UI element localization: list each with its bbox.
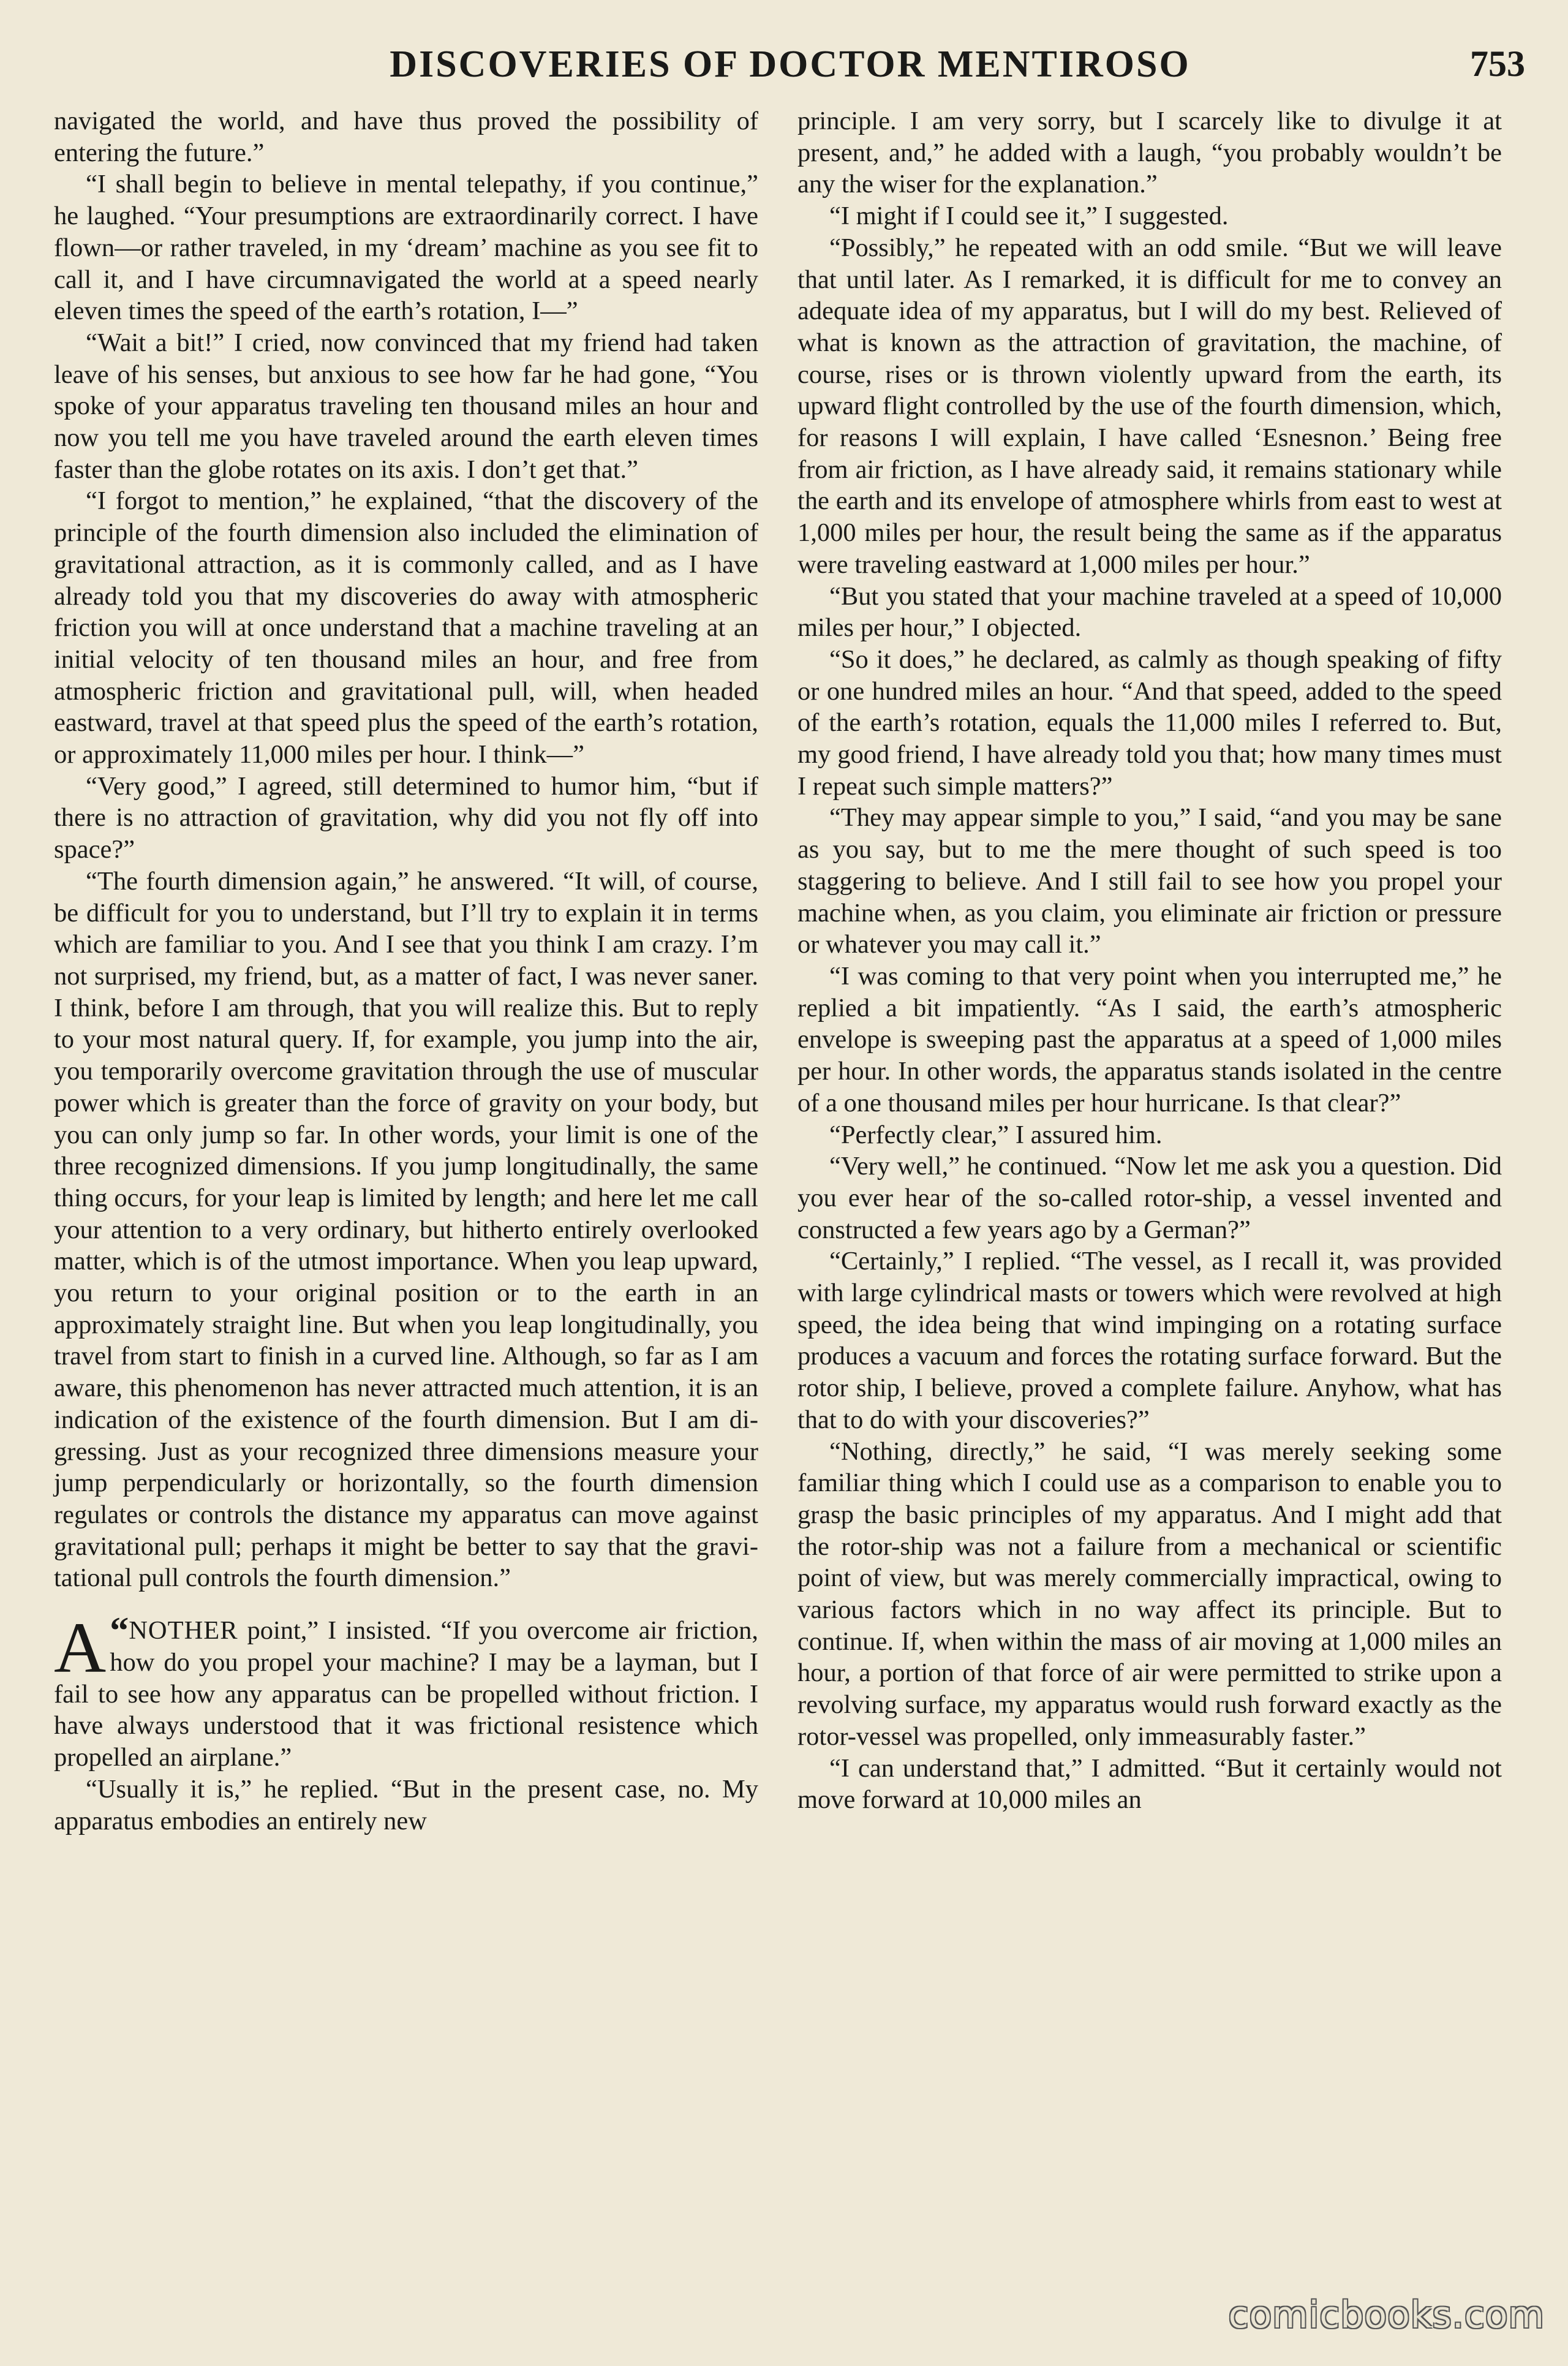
- paragraph: “I can understand that,” I admitted. “But it certainly would not move forward at 10,000 miles an: [797, 1753, 1502, 1815]
- paragraph: “Usually it is,” he replied. “But in the present case, no. My apparatus embodies an entirely new: [54, 1774, 758, 1835]
- paragraph: “I might if I could see it,” I suggested.: [829, 202, 1229, 231]
- paragraph: “But you stated that your machine traveled at a speed of 10,000 miles per hour,” I objected.: [797, 581, 1502, 643]
- paragraph: “Perfectly clear,” I assured him.: [829, 1120, 1163, 1149]
- paragraph: “Certainly,” I replied. “The vessel, as I recall it, was provided with large cylindrical masts or towers which were revolved at high speed, the idea being that wind impinging on a rotating surface produces a vacuum and forces the rotating surface forward. But the rotor ship, I believe, proved a complete failure. Anyhow, what has that to do with your discoveries?”: [797, 1247, 1502, 1434]
- paragraph: principle. I am very sorry, but I scarcely like to divulge it at present, and,” he added with a laugh, “you probably wouldn’t be any the wiser for the explanation.”: [797, 107, 1502, 199]
- paragraph: “Very good,” I agreed, still determined to humor him, “but if there is no attraction of gravitation, why did you not fly off into space?”: [54, 771, 758, 864]
- paragraph: “I was coming to that very point when you interrupted me,” he replied a bit impatiently. “As I said, the earth’s atmospheric envelope is sweeping past the apparatus at a speed of 1,000 miles per hour. In other words, the apparatus stands isolated in the centre of a one thousand miles per hour hurricane. Is that clear?”: [797, 961, 1502, 1117]
- paragraph: “I shall begin to believe in mental telepathy, if you continue,” he laughed. “Your presumptions are extraordinarily correct. I have flown—or rather traveled, in my ‘dream’ machine as you see fit to call it, and I have circumnavigated the world at a speed nearly eleven times the speed of the earth’s rotation, I—”: [54, 170, 758, 326]
- paragraph: “Very well,” he continued. “Now let me ask you a question. Did you ever hear of the so-called rotor-ship, a vessel invented and constructed a few years ago by a German?”: [797, 1152, 1502, 1244]
- paragraph: “They may appear simple to you,” I said, “and you may be sane as you say, but to me the mere thought of such speed is too staggering to believe. And I still fail to see how you propel your machine when, as you claim, you eliminate air friction or pressure or whatever you may call it.”: [797, 803, 1502, 959]
- paragraph: “Nothing, directly,” he said, “I was merely seeking some familiar thing which I could use as a comparison to enable you to grasp the basic principles of my apparatus. And I might add that the rotor-ship was not a failure from a mechanical or scientific point of view, but was merely commercially impractical, owing to various factors which in no way affect its principle. But to continue. If, when within the mass of air moving at 1,000 miles an hour, a portion of that force of air were permitted to strike upon a revolving surface, my apparatus would rush forward exactly as the rotor-vessel was propelled, only immeasurably faster.”: [797, 1437, 1502, 1751]
- left-column: [54, 105, 758, 1837]
- small-caps-lead: NOTHER: [129, 1616, 238, 1646]
- running-head: DISCOVERIES OF DOCTOR MENTIROSO: [390, 43, 1191, 85]
- section-opening-paragraph: [54, 1608, 758, 1774]
- paragraph: “So it does,” he declared, as calmly as though speaking of fifty or one hundred miles an hour. “And that speed, added to the speed of the earth’s rotation, equals the 11,000 miles I referred to. But, my good friend, I have already told you that; how many times must I repeat such simple matters?”: [797, 644, 1502, 801]
- page-number: 753: [1470, 43, 1525, 84]
- site-watermark: comicbooks.com: [1228, 2294, 1545, 2337]
- paragraph: “I forgot to mention,” he explained, “that the discovery of the principle of the fourth dimension also included the elimination of gravitational attraction, as it is commonly called, and as I have already told you that my discoveries do away with atmospheric friction you will at once understand that a machine traveling at an initial velocity of ten thousand miles an hour, and free from atmospheric friction and gravitational pull, will, when headed eastward, travel at that speed plus the speed of the earth’s rotation, or approximately 11,000 miles per hour. I think—”: [54, 486, 758, 769]
- opening-quote-mark: “: [110, 1610, 129, 1652]
- paragraph: “Wait a bit!” I cried, now convinced that my friend had taken leave of his senses, but anxious to see how far he had gone, “You spoke of your apparatus traveling ten thousand miles an hour and now you tell me you have traveled around the earth eleven times faster than the globe rotates on its axis. I don’t get that.”: [54, 328, 758, 484]
- page-header: [55, 43, 1525, 98]
- paragraph: navigated the world, and have thus proved the possibility of entering the future.”: [54, 107, 758, 167]
- paragraph-text: point,” I insisted. “If you overcome air friction, how do you propel your machine? I may be a layman, but I fail to see how any apparatus can be propelled without friction. I have always understood that it was frictional resistence which propelled an airplane.”: [54, 1616, 758, 1772]
- paragraph: “Possibly,” he repeated with an odd smile. “But we will leave that until later. As I remarked, it is difficult for me to convey an adequate idea of my apparatus, but I will do my best. Relieved of what is known as the attraction of gravitation, the machine, of course, rises or is thrown violently upward from the earth, its upward flight controlled by the use of the fourth dimension, which, for reasons I will explain, I have called ‘Esnesnon.’ Being free from air friction, as I have already said, it remains stationary while the earth and its envelope of atmosphere whirls from east to west at 1,000 miles per hour, the result being the same as if the apparatus were traveling eastward at 1,000 miles per hour.”: [797, 233, 1502, 579]
- right-column: [797, 105, 1502, 1816]
- paragraph: “The fourth dimension again,” he answered. “It will, of course, be difficult for you to understand, but I’ll try to explain it in terms which are familiar to you. And I see that you think I am crazy. I’m not surprised, my friend, but, as a matter of fact, I was never saner. I think, before I am through, that you will realize this. But to reply to your most natural query. If, for example, you jump into the air, you temporarily overcome gravitation through the use of muscular power which is greater than the force of gravity on your body, but you can only jump so far. In other words, your limit is one of the three recognized dimensions. If you jump longitudinally, the same thing occurs, for your leap is limited by length; and here let me call your attention to a very ordinary, but hitherto entirely overlooked matter, which is of the utmost importance. When you leap upward, you return to your original position or to the earth in an approximately straight line. But when you leap longitudinally, you travel from start to finish in a curved line. Although, so far as I am aware, this phenomenon has never attracted much attention, it is an indication of the existence of the fourth dimension. But I am digressing. Just as your recognized three dimensions measure your jump perpendicularly or horizontally, so the fourth dimension regulates or controls the distance my apparatus can move against gravitational pull; perhaps it might be better to say that the gravitational pull controls the fourth dimension.”: [54, 866, 758, 1593]
- drop-cap: A: [54, 1608, 107, 1688]
